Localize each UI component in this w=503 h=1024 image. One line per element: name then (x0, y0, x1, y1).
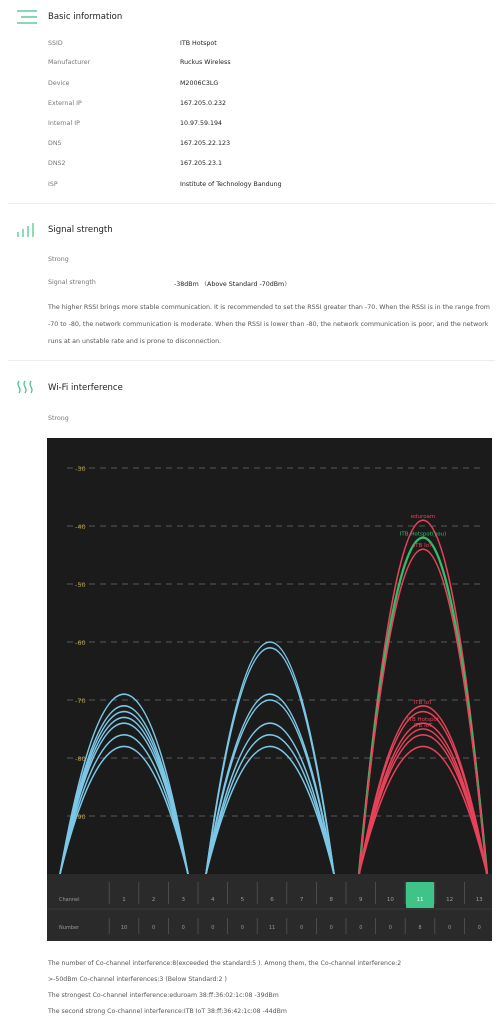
info-row-device: Device M2006C3LG (48, 80, 219, 87)
signal-curve (60, 746, 188, 874)
signal-curve (206, 648, 334, 874)
channel-tick-label[interactable]: 12 (446, 897, 454, 903)
wifi-interference-title: Wi-Fi interference (48, 383, 123, 393)
y-tick-label: -50 (75, 581, 86, 589)
signal-strength-header (0, 215, 503, 245)
channel-tick-label[interactable]: 2 (151, 897, 156, 903)
curve-name-label: ITB IoT (413, 699, 433, 706)
info-row-isp: ISP Institute of Technology Bandung (48, 181, 282, 188)
curve-name-label: ITB Hotspot (406, 717, 440, 724)
signal-curve (206, 700, 334, 874)
interference-summary-line: The number of Co-channel interference:8(exceeded the standard:5 ). Among them, the Co-channel interference:2 (48, 960, 402, 967)
channel-interference-chart (47, 438, 492, 941)
signal-curve (60, 694, 188, 874)
signal-curve (359, 735, 487, 874)
curve-name-label: ITB IoT (413, 543, 433, 550)
signal-strength-row: Signal strength -38dBm （Above Standard -70dBm） (48, 279, 291, 288)
signal-curve (206, 746, 334, 874)
heat-waves-icon (16, 380, 38, 396)
curve-name-label: ITB IoT (413, 723, 433, 729)
section-divider (8, 360, 495, 361)
section-divider (8, 203, 495, 204)
wifi-interference-header (0, 373, 503, 403)
channel-count-label: 0 (359, 925, 363, 931)
channel-count-label: 0 (388, 925, 392, 931)
basic-info-header (0, 2, 503, 32)
channel-tick-label[interactable]: 13 (475, 897, 483, 903)
channel-tick-label[interactable]: 6 (270, 897, 274, 903)
wifi-status: Strong (48, 415, 69, 422)
channel-tick-label[interactable]: 7 (299, 897, 304, 903)
y-tick-label: -40 (75, 523, 86, 531)
info-row-dns: DNS 167.205.22.123 (48, 140, 231, 147)
channel-tick-label[interactable]: 11 (416, 897, 424, 903)
channel-count-label: 0 (329, 925, 333, 931)
curve-name-label: ITB Hotspot(you) (399, 531, 447, 538)
strongest-interference-line: The strongest Co-channel interference:eduroam 38:ff:36:02:1c:08 -39dBm (48, 992, 279, 999)
channel-count-label: 10 (120, 925, 128, 931)
basic-info-title: Basic information (48, 12, 123, 22)
y-tick-label: -60 (75, 639, 86, 647)
y-tick-label: -90 (75, 813, 86, 821)
channel-tick-label[interactable]: 4 (211, 897, 215, 903)
channel-row-label: Channel (59, 897, 80, 903)
channel-tick-label[interactable]: 8 (329, 897, 333, 903)
signal-strength-title: Signal strength (48, 225, 113, 235)
second-interference-line: The second strong Co-channel interference:ITB IoT 38:ff:36:42:1c:08 -44dBm (48, 1008, 287, 1015)
y-tick-label: -70 (75, 697, 86, 705)
signal-bars-icon (16, 222, 38, 238)
signal-curve (359, 712, 487, 874)
channel-count-label: 8 (418, 925, 422, 931)
channel-count-label: 0 (300, 925, 304, 931)
signal-explanation: The higher RSSI brings more stable communication. It is recommended to set the RSSI greater than -70. When the RSSI is in the range from -70 to -80, the network communication is moderate. When the RSSI is lower than -80, the network communication is poor, and the network runs at an unstable rate and is prone to disconnection. (48, 304, 490, 345)
number-row-label: Number (59, 925, 80, 931)
y-tick-label: -30 (75, 465, 86, 473)
channel-count-label: 0 (240, 925, 244, 931)
channel-count-label: 0 (211, 925, 215, 931)
channel-tick-label[interactable]: 5 (240, 897, 245, 903)
channel-count-label: 0 (477, 925, 481, 931)
info-row-dns2: DNS2 167.205.23.1 (48, 160, 223, 167)
channel-tick-label[interactable]: 10 (386, 897, 394, 903)
curve-name-label: eduroam (410, 514, 436, 521)
signal-status: Strong (48, 256, 69, 263)
channel-count-label: 0 (181, 925, 185, 931)
channel-count-label: 0 (152, 925, 156, 931)
info-row-internal-ip: Internal IP 10.97.59.194 (48, 120, 223, 127)
signal-curve (359, 746, 487, 874)
channel-tick-label[interactable]: 1 (122, 897, 126, 903)
channel-count-label: 11 (268, 925, 276, 931)
selected-channel-highlight[interactable] (406, 882, 434, 908)
interference-summary-line: >-50dBm Co-channel interferences:3 (Below Standard:2 ) (48, 976, 227, 983)
channel-count-label: 0 (448, 925, 452, 931)
menu-lines-icon (16, 9, 38, 25)
info-row-external-ip: External IP 167.205.0.232 (48, 100, 227, 107)
y-tick-label: -80 (75, 755, 86, 763)
info-row-ssid: SSID ITB Hotspot (48, 40, 217, 47)
info-row-manufacturer: Manufacturer Ruckus Wireless (48, 59, 231, 66)
channel-tick-label[interactable]: 3 (181, 897, 185, 903)
channel-tick-label[interactable]: 9 (359, 897, 363, 903)
